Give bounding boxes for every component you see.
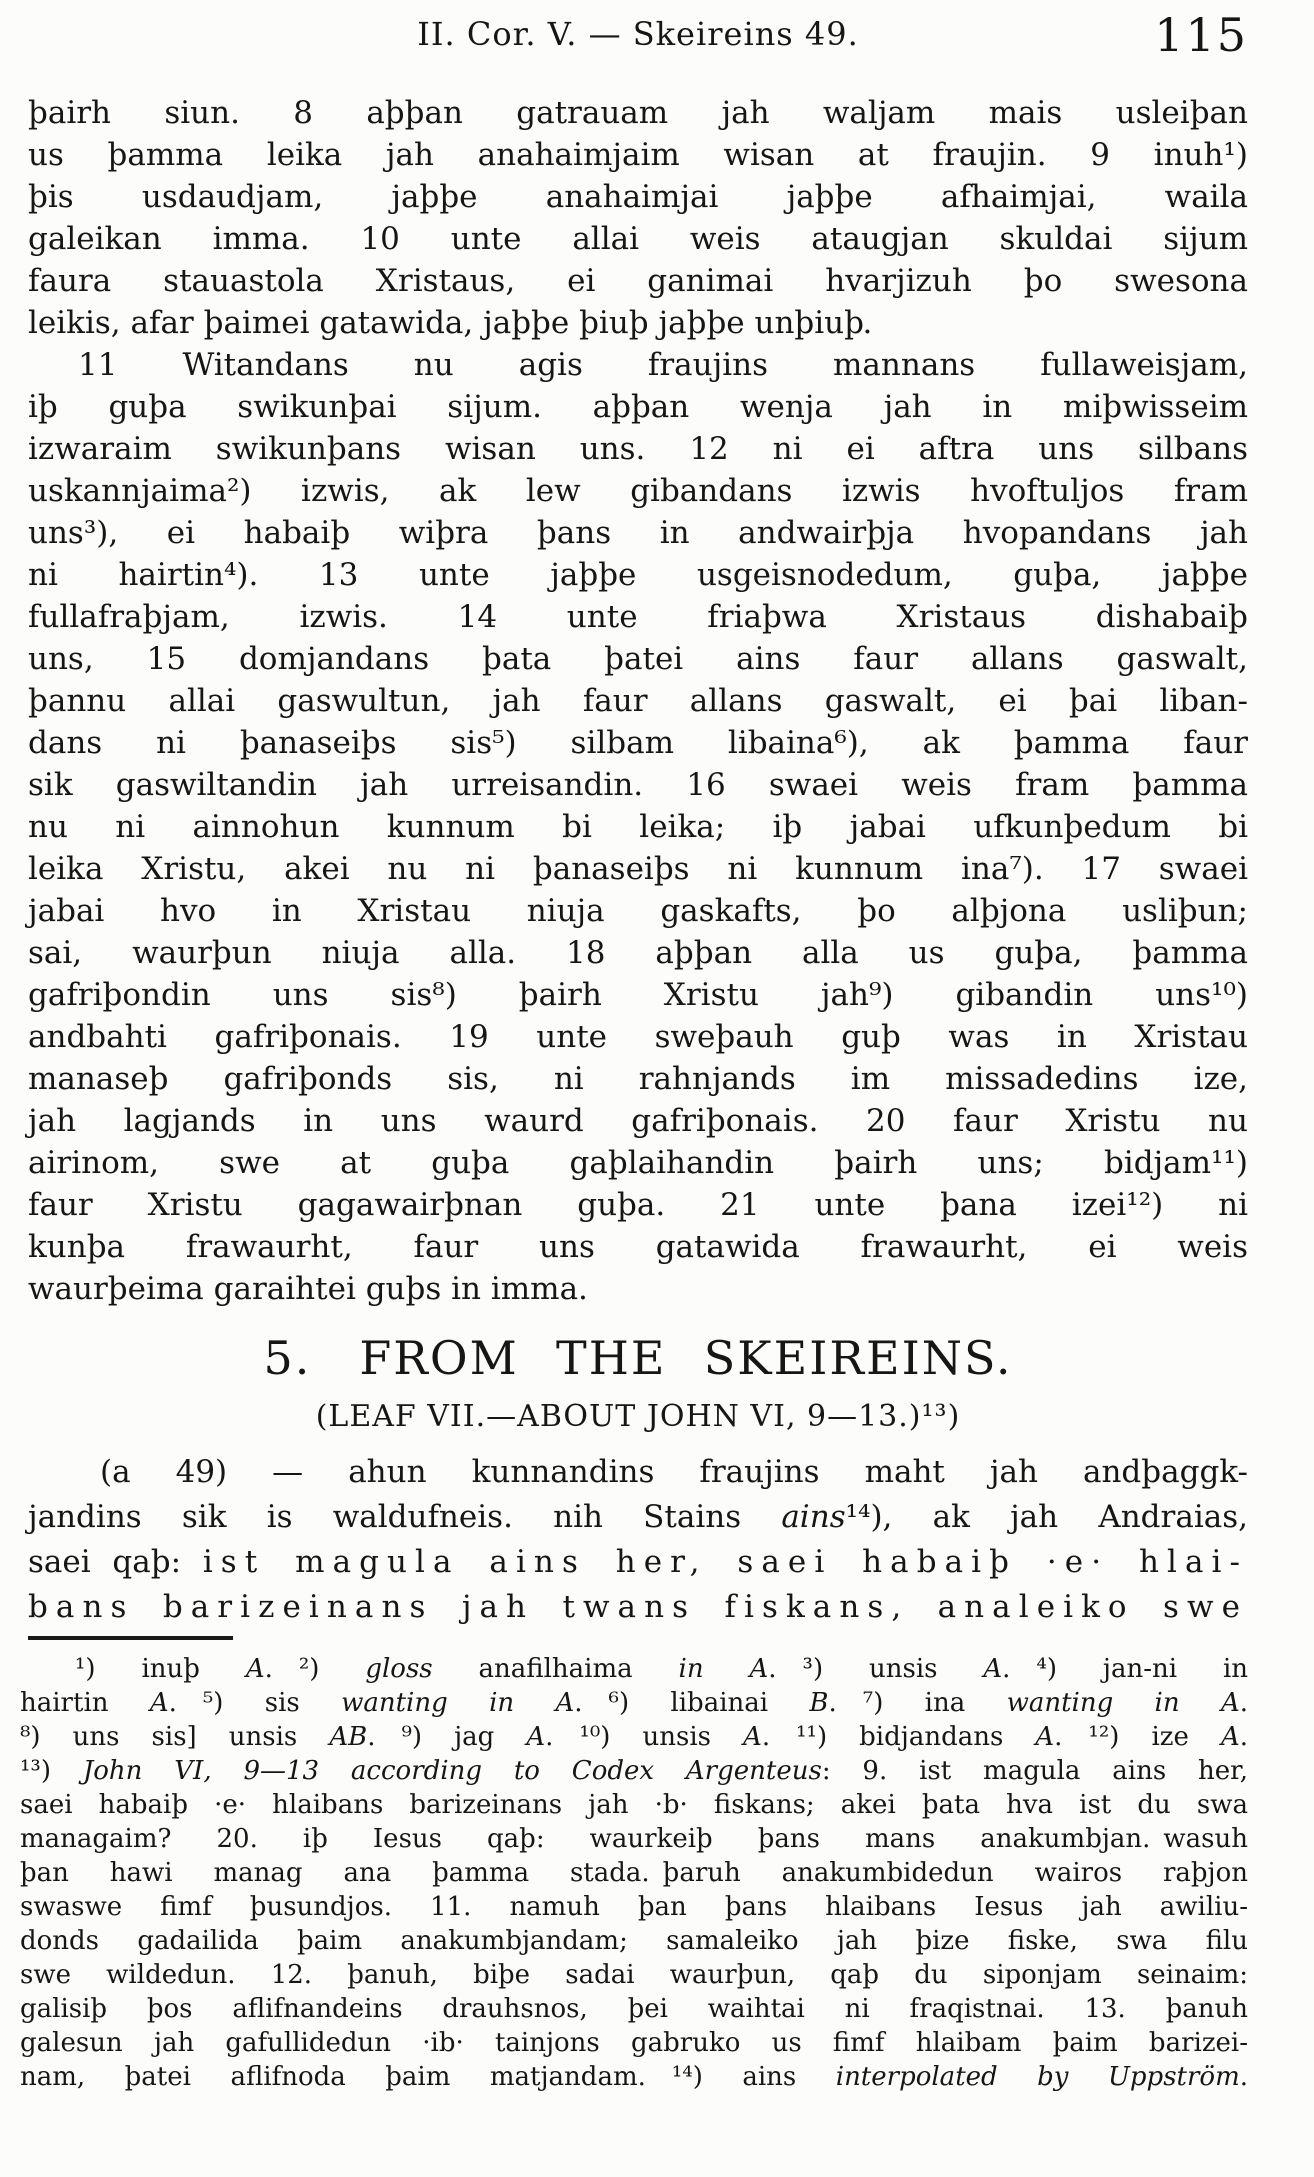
text-segment: waurþeima garaihtei guþs in imma. bbox=[28, 1271, 588, 1307]
text-line bbox=[28, 638, 1248, 680]
spaced-text-segment: bans barizeinans jah twans fiskans, analeiko swe bbox=[28, 1589, 1248, 1625]
gothic-main-text bbox=[28, 92, 1248, 1310]
text-line bbox=[20, 1822, 1248, 1856]
text-line bbox=[28, 134, 1248, 176]
italic-text-segment: ains bbox=[781, 1499, 846, 1535]
text-line bbox=[28, 1016, 1248, 1058]
italic-text-segment: in A bbox=[678, 1654, 769, 1684]
text-line bbox=[20, 1924, 1248, 1958]
text-line bbox=[28, 470, 1248, 512]
italic-text-segment: A bbox=[245, 1654, 265, 1684]
text-segment: galesun jah gafullidedun ·ib· tainjons gabruko us fimf hlaibam þaim barizei- bbox=[20, 2028, 1248, 2058]
italic-text-segment: A bbox=[1220, 1722, 1240, 1752]
text-line bbox=[28, 1268, 1248, 1310]
text-segment: 11 Witandans nu agis fraujins mannans fullaweisjam, bbox=[78, 347, 1248, 383]
text-segment: sik gaswiltandin jah urreisandin. 16 swaei weis fram þamma bbox=[28, 767, 1248, 803]
text-segment: ni hairtin⁴). 13 unte jaþþe usgeisnodedum, guþa, jaþþe bbox=[28, 557, 1248, 593]
text-segment: iþ guþa swikunþai sijum. aþþan wenja jah in miþwisseim bbox=[28, 389, 1248, 425]
italic-text-segment: A bbox=[526, 1722, 546, 1752]
text-segment: . ¹⁰) unsis bbox=[545, 1722, 744, 1752]
text-segment: uns, 15 domjandans þata þatei ains faur allans gaswalt, bbox=[28, 641, 1248, 677]
text-line bbox=[28, 92, 1248, 134]
text-segment: . bbox=[1239, 1688, 1248, 1718]
text-segment: . ³) unsis bbox=[768, 1654, 984, 1684]
text-segment: ¹) inuþ bbox=[75, 1654, 246, 1684]
text-line bbox=[28, 1540, 1248, 1585]
text-segment: uskannjaima²) izwis, ak lew gibandans izwis hvoftuljos fram bbox=[28, 473, 1248, 509]
page-number: 115 bbox=[1154, 8, 1248, 62]
text-segment: þairh siun. 8 aþþan gatrauam jah waljam mais usleiþan bbox=[28, 95, 1248, 131]
text-segment: managaim? 20. iþ Iesus qaþ: waurkeiþ þans mans anakumbjan. wasuh bbox=[20, 1824, 1248, 1854]
text-line bbox=[20, 1652, 1248, 1686]
text-line bbox=[28, 1058, 1248, 1100]
text-segment: manaseþ gafriþonds sis, ni rahnjands im missadedins ize, bbox=[28, 1061, 1248, 1097]
text-line bbox=[28, 554, 1248, 596]
text-segment: . bbox=[1239, 1722, 1249, 1752]
text-line bbox=[28, 890, 1248, 932]
spaced-text-segment: ist magula ains her, saei habaiþ ·e· hlai- bbox=[202, 1544, 1248, 1580]
text-segment: saei qaþ: bbox=[28, 1544, 203, 1580]
text-segment: kunþa frawaurht, faur uns gatawida frawaurht, ei weis bbox=[28, 1229, 1248, 1265]
paragraph-2cor-5-8-10 bbox=[28, 92, 1248, 344]
text-segment: nu ni ainnohun kunnum bi leika; iþ jabai ufkunþedum bi bbox=[28, 809, 1248, 845]
text-line bbox=[20, 1686, 1248, 1720]
text-line bbox=[28, 1495, 1248, 1540]
text-segment: dans ni þanaseiþs sis⁵) silbam libaina⁶), ak þamma faur bbox=[28, 725, 1248, 761]
text-segment: andbahti gafriþonais. 19 unte sweþauh guþ was in Xristau bbox=[28, 1019, 1248, 1055]
text-line bbox=[20, 2060, 1248, 2094]
text-line bbox=[28, 806, 1248, 848]
text-line bbox=[28, 1184, 1248, 1226]
text-line bbox=[28, 1585, 1248, 1630]
page-header bbox=[28, 8, 1248, 84]
text-segment: nam, þatei aflifnoda þaim matjandam. ¹⁴) ains bbox=[20, 2062, 836, 2092]
text-segment: þannu allai gaswultun, jah faur allans gaswalt, ei þai liban- bbox=[28, 683, 1248, 719]
text-line bbox=[28, 596, 1248, 638]
running-head: II. Cor. V. — Skeireins 49. bbox=[417, 15, 859, 53]
text-segment: ¹³) bbox=[20, 1756, 83, 1786]
skeireins-paragraph bbox=[28, 1450, 1248, 1630]
text-line bbox=[20, 1788, 1248, 1822]
text-line bbox=[20, 1958, 1248, 1992]
italic-text-segment: gloss bbox=[365, 1654, 433, 1684]
text-line bbox=[28, 848, 1248, 890]
text-segment: (a 49) — ahun kunnandins fraujins maht jah andþaggk- bbox=[100, 1454, 1248, 1490]
text-segment: . ⁹) jag bbox=[367, 1722, 527, 1752]
text-segment: airinom, swe at guþa gaþlaihandin þairh uns; bidjam¹¹) bbox=[28, 1145, 1248, 1181]
text-line bbox=[20, 2026, 1248, 2060]
text-segment: donds gadailida þaim anakumbjandam; samaleiko jah þize fiske, swa filu bbox=[20, 1926, 1248, 1956]
text-segment: swaswe fimf þusundjos. 11. namuh þan þans hlaibans Iesus jah awiliu- bbox=[20, 1892, 1248, 1922]
text-line bbox=[20, 1890, 1248, 1924]
italic-text-segment: interpolated by Uppström bbox=[835, 2062, 1240, 2092]
text-segment: saei habaiþ ·e· hlaibans barizeinans jah ·b· fiskans; akei þata hva ist du swa bbox=[20, 1790, 1248, 1820]
text-line bbox=[28, 386, 1248, 428]
text-line bbox=[28, 260, 1248, 302]
text-line bbox=[28, 1142, 1248, 1184]
text-segment: galeikan imma. 10 unte allai weis ataugjan skuldai sijum bbox=[28, 221, 1248, 257]
text-line bbox=[28, 1226, 1248, 1268]
text-line bbox=[28, 344, 1248, 386]
text-line bbox=[28, 1450, 1248, 1495]
text-segment: leikis, afar þaimei gatawida, jaþþe þiuþ jaþþe unþiuþ. bbox=[28, 305, 873, 341]
text-line bbox=[28, 722, 1248, 764]
text-line bbox=[20, 1856, 1248, 1890]
text-segment: jandins sik is waldufneis. nih Stains bbox=[28, 1499, 782, 1535]
text-segment: . ⁷) ina bbox=[828, 1688, 1007, 1718]
text-line bbox=[28, 1100, 1248, 1142]
text-segment: hairtin bbox=[20, 1688, 150, 1718]
text-segment: . ¹²) ize bbox=[1054, 1722, 1221, 1752]
italic-text-segment: John VI, 9—13 according to Codex Argenteus bbox=[82, 1756, 822, 1786]
text-line bbox=[28, 512, 1248, 554]
text-segment: gafriþondin uns sis⁸) þairh Xristu jah⁹) gibandin uns¹⁰) bbox=[28, 977, 1248, 1013]
italic-text-segment: A bbox=[1035, 1722, 1055, 1752]
text-segment: . ⁶) libainai bbox=[574, 1688, 810, 1718]
paragraph-2cor-5-11-21 bbox=[28, 344, 1248, 1310]
text-segment: fullafraþjam, izwis. 14 unte friaþwa Xristaus dishabaiþ bbox=[28, 599, 1248, 635]
text-line bbox=[28, 428, 1248, 470]
text-segment: sai, waurþun niuja alla. 18 aþþan alla us guþa, þamma bbox=[28, 935, 1248, 971]
text-line bbox=[28, 764, 1248, 806]
text-segment: . ¹¹) bidjandans bbox=[761, 1722, 1036, 1752]
text-segment: jah lagjands in uns waurd gafriþonais. 20 faur Xristu nu bbox=[28, 1103, 1248, 1139]
section-heading: 5. FROM THE SKEIREINS. bbox=[263, 1331, 1013, 1385]
text-segment: jabai hvo in Xristau niuja gaskafts, þo alþjona usliþun; bbox=[28, 893, 1248, 929]
text-line bbox=[20, 1992, 1248, 2026]
text-line bbox=[28, 218, 1248, 260]
italic-text-segment: A bbox=[149, 1688, 169, 1718]
italic-text-segment: B bbox=[809, 1688, 829, 1718]
text-line bbox=[28, 974, 1248, 1016]
text-segment: ⁸) uns sis] unsis bbox=[20, 1722, 330, 1752]
text-line bbox=[28, 680, 1248, 722]
text-segment: izwaraim swikunþans wisan uns. 12 ni ei aftra uns silbans bbox=[28, 431, 1248, 467]
footnotes-block bbox=[20, 1652, 1248, 2094]
text-segment: . ²) bbox=[264, 1654, 366, 1684]
text-segment: . ⁴) jan-ni in bbox=[1002, 1654, 1248, 1684]
italic-text-segment: wanting in A bbox=[1006, 1688, 1240, 1718]
text-line bbox=[28, 176, 1248, 218]
italic-text-segment: wanting in A bbox=[341, 1688, 575, 1718]
text-segment: faura stauastola Xristaus, ei ganimai hvarjizuh þo swesona bbox=[28, 263, 1248, 299]
footnote-separator bbox=[28, 1636, 233, 1640]
text-segment: ¹⁴), ak jah Andraias, bbox=[845, 1499, 1248, 1535]
text-segment: faur Xristu gagawairþnan guþa. 21 unte þana izei¹²) ni bbox=[28, 1187, 1248, 1223]
italic-text-segment: A bbox=[983, 1654, 1003, 1684]
text-segment: : 9. ist magula ains her, bbox=[821, 1756, 1249, 1786]
text-segment: þis usdaudjam, jaþþe anahaimjai jaþþe afhaimjai, waila bbox=[28, 179, 1248, 215]
text-segment: . bbox=[1239, 2062, 1248, 2092]
text-line bbox=[20, 1754, 1248, 1788]
section-subheading: (LEAF VII.—ABOUT JOHN VI, 9—13.)¹³) bbox=[315, 1399, 961, 1434]
text-segment: anafilhaima bbox=[432, 1654, 679, 1684]
italic-text-segment: AB bbox=[329, 1722, 368, 1752]
text-line bbox=[20, 1720, 1248, 1754]
text-segment: . ⁵) sis bbox=[168, 1688, 342, 1718]
text-segment: uns³), ei habaiþ wiþra þans in andwairþja hvopandans jah bbox=[28, 515, 1248, 551]
text-line bbox=[28, 932, 1248, 974]
text-segment: us þamma leika jah anahaimjaim wisan at fraujin. 9 inuh¹) bbox=[28, 137, 1248, 173]
text-line bbox=[28, 302, 1248, 344]
italic-text-segment: A bbox=[743, 1722, 762, 1752]
text-segment: þan hawi manag ana þamma stada. þaruh anakumbidedun wairos raþjon bbox=[20, 1858, 1248, 1888]
text-segment: galisiþ þos aflifnandeins drauhsnos, þei waihtai ni fraqistnai. 13. þanuh bbox=[20, 1994, 1248, 2024]
text-segment: swe wildedun. 12. þanuh, biþe sadai waurþun, qaþ du siponjam seinaim: bbox=[20, 1960, 1248, 1990]
text-segment: leika Xristu, akei nu ni þanaseiþs ni kunnum ina⁷). 17 swaei bbox=[28, 851, 1248, 887]
